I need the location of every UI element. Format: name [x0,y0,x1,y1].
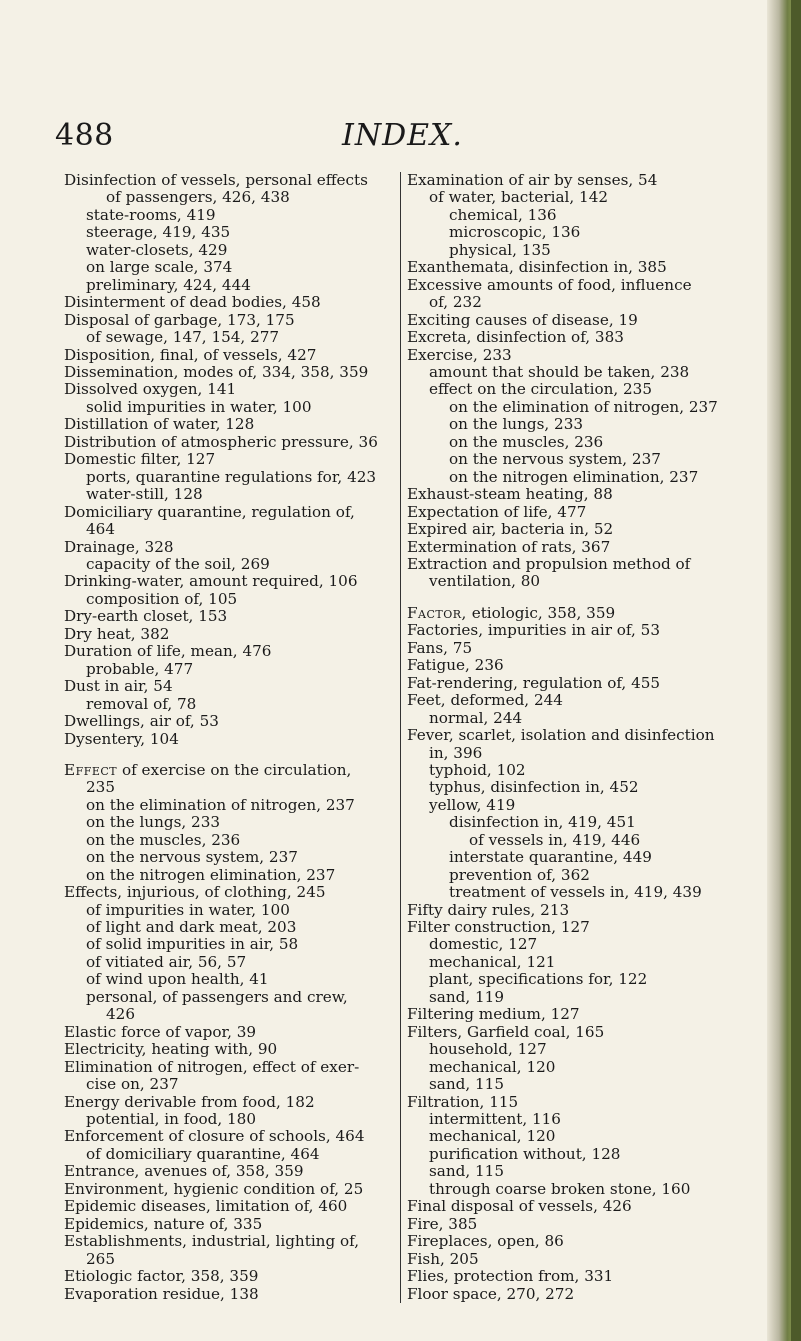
index-subentry: intermittent, 116 [429,1110,561,1129]
index-entry: Excreta, disinfection of, 383 [407,328,624,347]
index-entry: Epidemics, nature of, 335 [64,1214,263,1233]
index-entry: Effect of exercise on the circulation, [64,760,352,779]
index-subentry: of vitiated air, 56, 57 [86,952,247,971]
index-subentry: yellow, 419 [429,795,516,814]
index-subentry: removal of, 78 [86,694,197,713]
index-entry: Filtering medium, 127 [407,1005,580,1024]
index-subentry: ventilation, 80 [429,572,541,591]
index-subentry: sand, 115 [429,1162,504,1181]
index-entry: Dysentery, 104 [64,729,179,748]
index-subentry: on the nervous system, 237 [449,450,661,469]
index-subentry: effect on the circulation, 235 [429,380,653,399]
index-subentry: disinfection in, 419, 451 [449,813,636,832]
running-title: INDEX. [342,118,463,153]
index-entry: Filter construction, 127 [407,918,590,937]
index-subentry: typhoid, 102 [429,760,526,779]
index-entry: Floor space, 270, 272 [407,1284,575,1303]
index-subentry: of domiciliary quarantine, 464 [86,1144,320,1163]
index-subentry: of, 232 [429,293,482,312]
index-entry: Expired air, bacteria in, 52 [407,520,614,539]
index-subentry: potential, in food, 180 [86,1110,257,1129]
index-subentry: solid impurities in water, 100 [86,397,312,416]
section-gap [407,591,762,605]
index-subentry: on the elimination of nitrogen, 237 [449,397,718,416]
index-entry: Enforcement of closure of schools, 464 [64,1127,365,1146]
index-entry: Duration of life, mean, 476 [64,642,272,661]
index-subentry: preliminary, 424, 444 [86,275,251,294]
index-entry: Epidemic diseases, limitation of, 460 [64,1197,348,1216]
index-subentry: personal, of passengers and crew, [86,987,348,1006]
index-entry: Evaporation residue, 138 [64,1284,259,1303]
index-subentry: on the elimination of nitrogen, 237 [86,795,355,814]
index-entry: Elastic force of vapor, 39 [64,1022,257,1041]
index-entry: Exercise, 233 [407,345,512,364]
index-subentry: water-still, 128 [86,485,203,504]
index-subentry: cise on, 237 [86,1075,179,1094]
index-entry: Excessive amounts of food, influence [407,275,692,294]
index-entry: Factories, impurities in air of, 53 [407,621,660,640]
index-entry: Disinterment of dead bodies, 458 [64,293,321,312]
index-subentry: treatment of vessels in, 419, 439 [449,883,702,902]
index-subentry: prevention of, 362 [449,865,590,884]
index-entry: Drinking-water, amount required, 106 [64,572,358,591]
index-subentry: amount that should be taken, 238 [429,362,690,381]
index-subentry: interstate quarantine, 449 [449,848,652,867]
index-entry: Feet, deformed, 244 [407,691,563,710]
index-entry: Filters, Garfield coal, 165 [407,1022,605,1041]
index-subentry: sand, 119 [429,987,504,1006]
index-entry: Elimination of nitrogen, effect of exer- [64,1057,360,1076]
index-subentry: domestic, 127 [429,935,538,954]
index-entry: Disinfection of vessels, personal effects [64,171,368,189]
index-subentry: steerage, 419, 435 [86,223,231,242]
index-subentry: of sewage, 147, 154, 277 [86,328,280,347]
index-entry: Factor, etiologic, 358, 359 [407,603,616,622]
index-subentry: on the nitrogen elimination, 237 [86,865,336,884]
index-entry: Examination of air by senses, 54 [407,171,658,189]
index-subentry: physical, 135 [449,240,551,259]
index-entry: Domestic filter, 127 [64,450,216,469]
index-entry: Etiologic factor, 358, 359 [64,1267,259,1286]
index-subentry: on the nitrogen elimination, 237 [449,467,699,486]
index-subentry: purification without, 128 [429,1144,621,1163]
index-entry: Distribution of atmospheric pressure, 36 [64,432,378,451]
index-subentry: 265 [86,1249,115,1268]
index-subentry: on the muscles, 236 [86,830,241,849]
index-entry: Dissemination, modes of, 334, 358, 359 [64,362,369,381]
section-gap [64,748,394,762]
index-entry: Dry heat, 382 [64,624,170,643]
index-entry: Fever, scarlet, isolation and disinfection [407,726,715,745]
index-subentry: 426 [106,1005,135,1024]
index-entry: Filtration, 115 [407,1092,519,1111]
index-entry: Electricity, heating with, 90 [64,1040,278,1059]
index-entry: Exanthemata, disinfection in, 385 [407,258,667,277]
index-column-right [400,172,762,1303]
index-entry: Exciting causes of disease, 19 [407,310,638,329]
index-subentry: of impurities in water, 100 [86,900,290,919]
index-subentry: composition of, 105 [86,589,238,608]
index-subentry: 235 [86,778,115,797]
index-column-left [64,172,394,1303]
index-entry: Dry-earth closet, 153 [64,607,228,626]
index-entry: Fireplaces, open, 86 [407,1232,564,1251]
index-subentry: on the nervous system, 237 [86,848,298,867]
index-entry: Drainage, 328 [64,537,174,556]
page-header [0,118,801,158]
index-subentry: sand, 115 [429,1075,504,1094]
index-subentry: of light and dark meat, 203 [86,918,297,937]
index-subentry: of passengers, 426, 438 [106,188,290,207]
index-entry: Establishments, industrial, lighting of, [64,1232,360,1251]
index-entry: Extraction and propulsion method of [407,554,691,573]
index-subentry: mechanical, 120 [429,1057,556,1076]
index-entry: Dissolved oxygen, 141 [64,380,237,399]
index-entry: Fatigue, 236 [407,656,504,675]
index-entry: Effects, injurious, of clothing, 245 [64,883,326,902]
index-entry: Final disposal of vessels, 426 [407,1197,632,1216]
index-subentry: state-rooms, 419 [86,205,216,224]
index-subentry: mechanical, 120 [429,1127,556,1146]
index-subentry: mechanical, 121 [429,952,556,971]
index-entry: Environment, hygienic condition of, 25 [64,1179,364,1198]
index-entry: Entrance, avenues of, 358, 359 [64,1162,304,1181]
index-subentry: on the muscles, 236 [449,432,604,451]
index-subentry: on the lungs, 233 [86,813,221,832]
index-subentry: on the lungs, 233 [449,415,584,434]
index-entry: Fans, 75 [407,638,473,657]
index-subentry: typhus, disinfection in, 452 [429,778,639,797]
index-subentry: 464 [86,520,115,539]
index-subentry: capacity of the soil, 269 [86,554,270,573]
index-subentry: water-closets, 429 [86,240,228,259]
index-subentry: normal, 244 [429,708,523,727]
index-entry: Dwellings, air of, 53 [64,712,219,731]
index-entry: Extermination of rats, 367 [407,537,611,556]
index-entry: Exhaust-steam heating, 88 [407,485,613,504]
index-subentry: on large scale, 374 [86,258,233,277]
index-subentry: of water, bacterial, 142 [429,188,609,207]
index-entry: Expectation of life, 477 [407,502,587,521]
index-entry: Fifty dairy rules, 213 [407,900,570,919]
index-entry: Disposition, final, of vessels, 427 [64,345,317,364]
index-entry: Domiciliary quarantine, regulation of, [64,502,355,521]
index-entry: Fire, 385 [407,1214,478,1233]
index-entry: Fat-rendering, regulation of, 455 [407,673,661,692]
index-subentry: in, 396 [429,743,483,762]
index-entry: Flies, protection from, 331 [407,1267,614,1286]
page-number: 488 [55,118,114,153]
index-entry: Fish, 205 [407,1249,479,1268]
index-subentry: of solid impurities in air, 58 [86,935,299,954]
index-entry: Energy derivable from food, 182 [64,1092,315,1111]
index-entry: Dust in air, 54 [64,677,173,696]
index-subentry: household, 127 [429,1040,547,1059]
index-subentry: probable, 477 [86,659,194,678]
index-subentry: microscopic, 136 [449,223,581,242]
index-subentry: of vessels in, 419, 446 [469,830,641,849]
index-entry: Disposal of garbage, 173, 175 [64,310,295,329]
index-subentry: chemical, 136 [449,205,557,224]
index-subentry: ports, quarantine regulations for, 423 [86,467,377,486]
index-subentry: of wind upon health, 41 [86,970,269,989]
index-subentry: through coarse broken stone, 160 [429,1179,691,1198]
index-subentry: plant, specifications for, 122 [429,970,648,989]
index-entry: Distillation of water, 128 [64,415,255,434]
page-edge-shadow [791,0,801,1341]
